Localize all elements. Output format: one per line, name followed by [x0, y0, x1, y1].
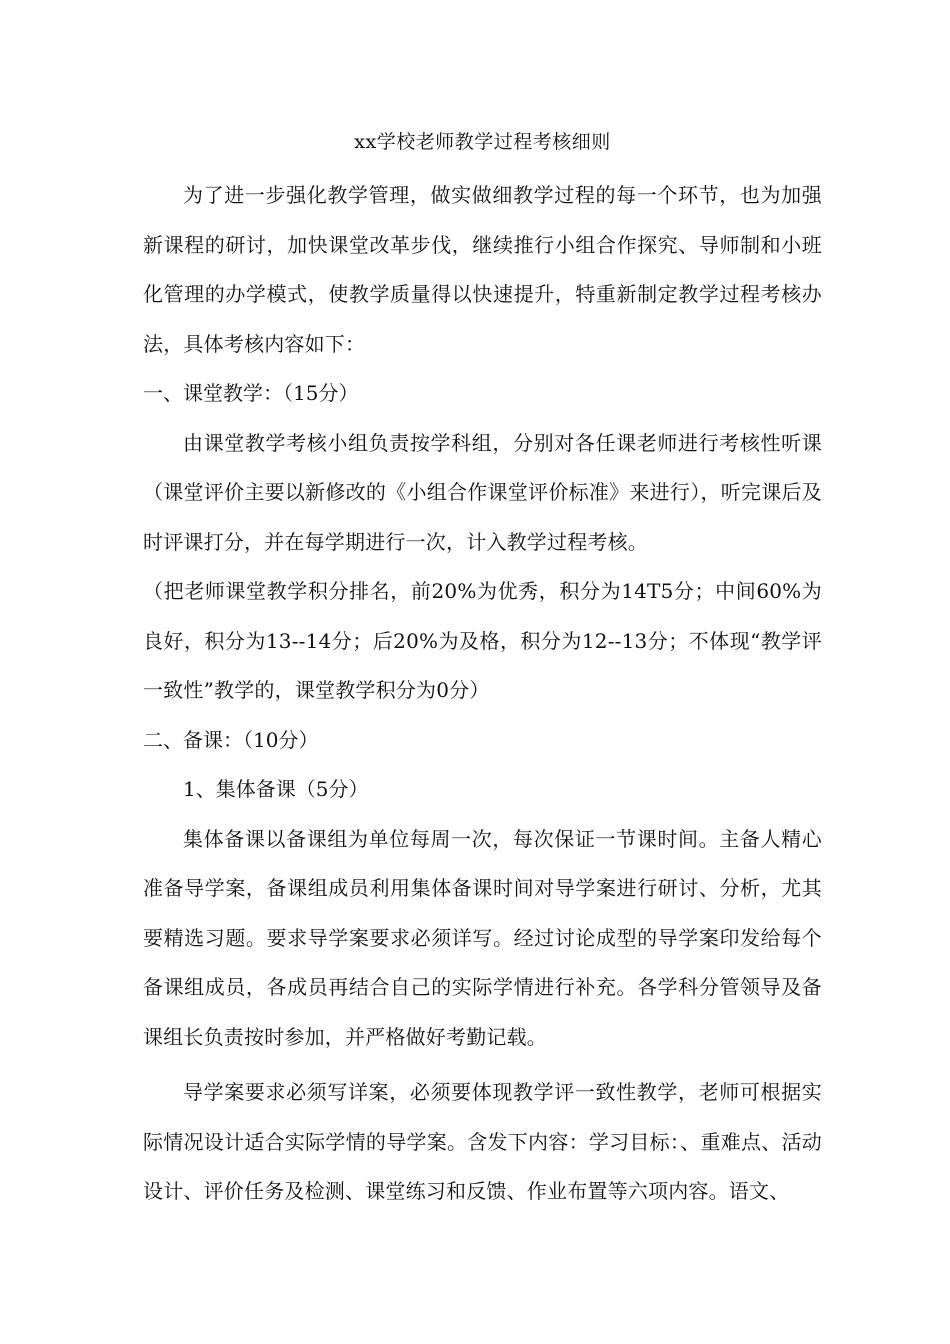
subheading-collective-prep: 1、集体备课（5分） — [183, 777, 369, 801]
section-heading-classroom-teaching: 一、课堂教学：（15分） — [143, 381, 359, 405]
intro-paragraph: 为了进一步强化教学管理，做实做细教学过程的每一个环节，也为加强新课程的研讨，加快课堂改革步伐，继续推行小组合作探究、导师制和小班化管理的办学模式，使教学质量得以快速提升，特重新制定教学过程考核办法，具体考核内容如下： — [143, 183, 822, 356]
section-heading-lesson-prep: 二、备课：（10分） — [143, 727, 319, 752]
document-title: xx学校老师教学过程考核细则 — [354, 131, 611, 153]
classroom-scoring-paragraph: （把老师课堂教学积分排名，前20%为优秀，积分为14T5分；中间60%为良好，积分为13--14分；后20%为及格，积分为12--13分；不体现“教学评一致性”教学的，课堂教学积分为0分） — [143, 579, 822, 702]
collective-prep-paragraph: 集体备课以备课组为单位每周一次，每次保证一节课时间。主备人精心准备导学案，备课组成员利用集体备课时间对导学案进行研讨、分析，尤其要精选习题。要求导学案要求必须详写。经过讨论成型的导学案印发给每个备课组成员，各成员再结合自己的实际学情进行补充。各学科分管领导及备课组长负责按时参加，并严格做好考勤记载。 — [143, 826, 822, 1049]
guided-plan-paragraph: 导学案要求必须写详案，必须要体现教学评一致性教学，老师可根据实际情况设计适合实际学情的导学案。含发下内容：学习目标：、重难点、活动设计、评价任务及检测、课堂练习和反馈、作业布置等六项内容。语文、 — [143, 1080, 822, 1203]
classroom-teaching-paragraph: 由课堂教学考核小组负责按学科组，分别对各任课老师进行考核性听课（课堂评价主要以新修改的《小组合作课堂评价标准》来进行），听完课后及时评课打分，并在每学期进行一次，计入教学过程考核。 — [143, 430, 822, 554]
